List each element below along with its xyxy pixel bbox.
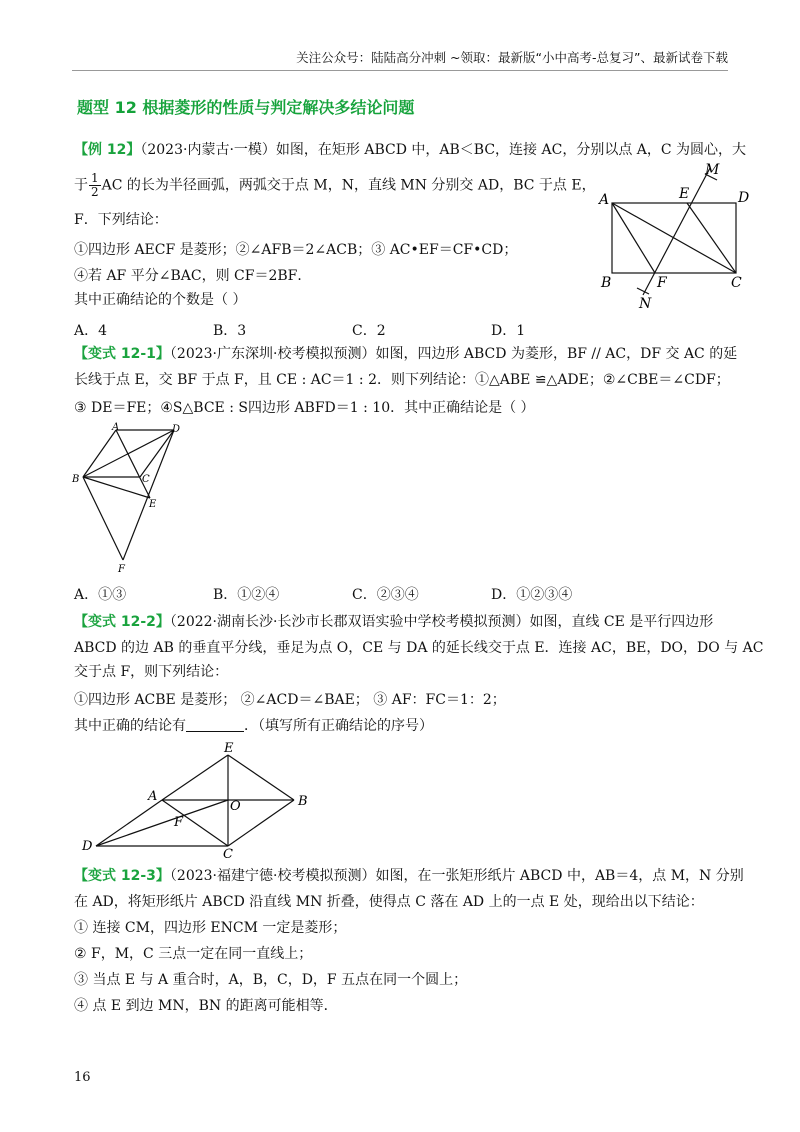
fraction-denominator: 2	[91, 185, 99, 199]
variant1-line3: ③ DE＝FE；④S△BCE : S四边形 ABFD＝1 : 10．其中正确结论是（ ）	[74, 400, 535, 416]
example12-line3: F．下列结论：	[74, 212, 168, 228]
segment-df	[123, 430, 174, 560]
variant3-line6: ④ 点 E 到边 MN，BN 的距离可能相等．	[74, 998, 338, 1014]
example12-figure	[595, 160, 760, 310]
variant3-line2: 在 AD，将矩形纸片 ABCD 沿直线 MN 折叠，使得点 C 落在 AD 上的一点 E 处，现给出以下结论：	[74, 894, 704, 910]
segment-ad	[96, 800, 162, 846]
variant1-option-c: C．②③④	[352, 587, 419, 603]
variant1-line2: 长线于点 E，交 BF 于点 F，且 CE : AC＝1 : 2．则下列结论：①△ABE ≌△ADE；②∠CBE＝∠CDF；	[74, 372, 730, 388]
fig3-label-f: F	[174, 815, 184, 830]
page-header: 关注公众号：陆陆高分冲刺 ~领取：最新版“小中高考-总复习”、最新试卷下载	[296, 50, 728, 65]
variant3-line5: ③ 当点 E 与 A 重合时，A，B，C，D，F 五点在同一个圆上；	[74, 972, 468, 988]
fig1-label-c: C	[731, 275, 742, 291]
variant1-option-b: B．①②④	[213, 587, 280, 603]
variant3-text1: （2023·福建宁德·校考模拟预测）如图，在一张矩形纸片 ABCD 中，AB＝4，点 M，N 分别	[169, 868, 744, 884]
fig3-label-c: C	[223, 847, 233, 858]
fig2-label-d: D	[172, 424, 181, 435]
variant2-line2: ABCD 的边 AB 的垂直平分线，垂足为点 O，CE 与 DA 的延长线交于点 E．连接 AC，BE，DO，DO 与 AC	[74, 640, 764, 656]
fig3-label-a: A	[148, 789, 158, 804]
fraction-half	[89, 172, 101, 199]
variant1-option-a: A．①③	[74, 587, 127, 603]
variant2-text5b: ．（填写所有正确结论的序号）	[244, 718, 433, 734]
segment-eb	[228, 755, 294, 800]
fig1-label-n: N	[639, 296, 652, 310]
example12-line1	[74, 140, 746, 160]
segment-be	[83, 477, 150, 498]
fig3-label-o: O	[230, 799, 241, 814]
variant2-line3: 交于点 F，则下列结论：	[74, 664, 229, 680]
variant2-line4: ①四边形 ACBE 是菱形； ②∠ACD＝∠BAE； ③ AF：FC＝1：2；	[74, 692, 506, 708]
page-number: 16	[74, 1070, 91, 1085]
example12-option-d: D．1	[491, 323, 526, 339]
variant2-text1: （2022·湖南长沙·长沙市长郡双语实验中学校考模拟预测）如图，直线 CE 是平行四边形	[169, 614, 714, 630]
fig2-label-a: A	[112, 422, 120, 433]
fig1-label-b: B	[601, 275, 612, 291]
fig1-label-f: F	[657, 275, 667, 291]
diagonal-ac	[612, 203, 736, 273]
segment-bf	[83, 477, 123, 560]
variant1-line1	[74, 344, 737, 364]
variant2-line1	[74, 612, 713, 632]
example12-line2	[74, 172, 596, 199]
fraction-numerator: 1	[91, 171, 99, 185]
example12-line4: ①四边形 AECF 是菱形；②∠AFB＝2∠ACB；③ AC•EF＝CF•CD；	[74, 242, 518, 258]
header-divider	[72, 70, 728, 71]
example12-line5: ④若 AF 平分∠BAC，则 CF＝2BF．	[74, 268, 312, 284]
section-title: 题型 12 根据菱形的性质与判定解决多结论问题	[77, 98, 415, 117]
variant2-line5	[74, 716, 433, 736]
line-mn	[643, 168, 710, 295]
fig1-label-d: D	[738, 190, 750, 206]
example12-text2a: 于	[74, 177, 88, 194]
variant3-line3: ① 连接 CM，四边形 ENCM 一定是菱形；	[74, 920, 347, 936]
fig2-label-c: C	[142, 474, 150, 485]
segment-ec	[687, 203, 736, 273]
fig3-label-b: B	[298, 794, 308, 809]
example12-option-a: A．4	[74, 323, 108, 339]
arc-mark-n	[637, 288, 649, 294]
variant2-tag: 【变式 12-2】	[74, 614, 170, 630]
example12-line6: 其中正确结论的个数是（ ）	[74, 292, 247, 308]
variant2-figure	[78, 738, 318, 858]
example12-option-c: C．2	[352, 323, 386, 339]
variant1-figure	[68, 420, 198, 580]
variant2-text5a: 其中正确的结论有	[74, 718, 186, 734]
example12-text1: （2023·内蒙古·一模）如图，在矩形 ABCD 中，AB＜BC，连接 AC，分别以点 A，C 为圆心，大	[140, 142, 747, 158]
fig2-label-b: B	[72, 474, 80, 485]
variant1-option-d: D．①②③④	[491, 587, 573, 603]
variant3-line4: ② F，M，C 三点一定在同一直线上；	[74, 946, 313, 962]
variant3-line1	[74, 866, 744, 886]
variant3-tag: 【变式 12-3】	[74, 868, 170, 884]
fig2-label-f: F	[118, 564, 125, 575]
variant1-tag: 【变式 12-1】	[74, 346, 170, 362]
side-dc	[140, 430, 174, 477]
example12-text2b: AC 的长为半径画弧，两弧交于点 M，N，直线 MN 分别交 AD，BC 于点 E，	[101, 177, 596, 194]
segment-do	[96, 800, 228, 846]
example12-tag: 【例 12】	[74, 142, 141, 158]
example12-option-b: B．3	[213, 323, 247, 339]
variant1-text1: （2023·广东深圳·校考模拟预测）如图，四边形 ABCD 为菱形，BF // AC，DF 交 AC 的延	[169, 346, 738, 362]
fig3-label-d: D	[82, 839, 93, 854]
line-ae	[116, 430, 150, 498]
fig1-label-m: M	[705, 162, 720, 178]
fig1-label-a: A	[599, 192, 610, 208]
segment-ea	[162, 755, 228, 800]
answer-blank	[186, 717, 244, 732]
segment-ac	[162, 800, 228, 846]
side-ab	[83, 430, 116, 477]
segment-af	[612, 203, 655, 273]
diagonal-bd	[83, 430, 174, 477]
fig3-label-e: E	[224, 741, 234, 756]
fig1-label-e: E	[679, 186, 690, 202]
fig2-label-e: E	[149, 499, 157, 510]
